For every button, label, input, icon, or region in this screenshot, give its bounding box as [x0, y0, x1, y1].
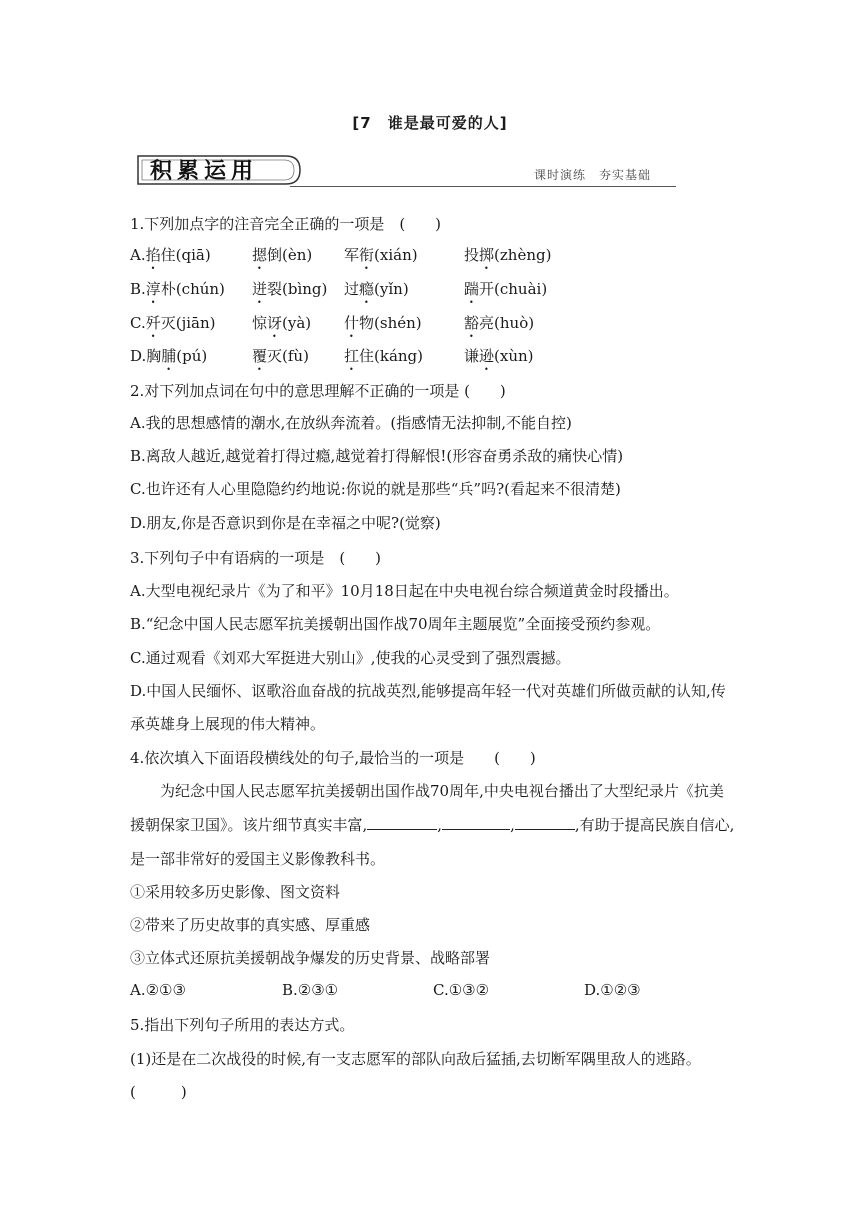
q2-option-b: B.离敌人越近,越觉着打得过瘾,越觉着打得解恨!(形容奋勇杀敌的痛快心情) [130, 447, 624, 465]
q4-paragraph-line2 [130, 814, 734, 835]
q1-row-c-2: 惊讶(yà) [252, 314, 312, 332]
q4-item-1: ①采用较多历史影像、图文资料 [130, 883, 341, 901]
q4-item-2: ②带来了历史故事的真实感、厚重感 [130, 916, 371, 934]
q4-paragraph-line3: 是一部非常好的爱国主义影像教科书。 [130, 850, 386, 868]
q1-row-b-4: 踹开(chuài) [464, 280, 548, 298]
q1-row-a-1: A.掐住(qiā) [130, 246, 211, 264]
q1-row-d-1: D.胸脯(pú) [130, 347, 208, 365]
q3-option-a: A.大型电视纪录片《为了和平》10月18日起在中央电视台综合频道黄金时段播出。 [130, 582, 679, 600]
q4-paragraph-line1: 为纪念中国人民志愿军抗美援朝出国作战70周年,中央电视台播出了大型纪录片《抗美 [160, 782, 724, 800]
lesson-title: [7 谁是最可爱的人] [352, 114, 508, 132]
q4-para-text-a: 援朝保家卫国》。该片细节真实丰富, [130, 816, 368, 834]
q1-row-c-4: 豁亮(huò) [464, 314, 535, 332]
q4-stem: 4.依次填入下面语段横线处的句子,最恰当的一项是 ( ) [130, 749, 536, 767]
q3-stem: 3.下列句子中有语病的一项是 ( ) [130, 549, 382, 567]
q1-row-d-2: 覆灭(fù) [252, 347, 309, 365]
q2-option-c: C.也许还有人心里隐隐约约地说:你说的就是那些“兵”吗?(看起来不很清楚) [130, 480, 621, 498]
q5-sub1: (1)还是在二次战役的时候,有一支志愿军的部队向敌后猛插,去切断军隅里敌人的逃路。 [130, 1050, 701, 1068]
q4-choice-d: D.①②③ [584, 981, 641, 999]
q3-option-d: D.中国人民缅怀、讴歌浴血奋战的抗战英烈,能够提高年轻一代对英雄们所做贡献的认知,传 [130, 682, 726, 700]
section-banner [136, 150, 302, 190]
q3-option-b: B.“纪念中国人民志愿军抗美援朝出国作战70周年主题展览”全面接受预约参观。 [130, 615, 661, 633]
q1-stem: 1.下列加点字的注音完全正确的一项是 ( ) [130, 215, 442, 233]
q3-option-d-cont: 承英雄身上展现的伟大精神。 [130, 715, 326, 733]
q1-row-a-4: 投掷(zhèng) [464, 246, 552, 264]
banner-label: 积累运用 [150, 159, 259, 184]
q4-para-sep-2: , [510, 816, 515, 834]
q4-para-sep-1: , [437, 816, 443, 834]
q4-item-3: ③立体式还原抗美援朝战争爆发的历史背景、战略部署 [130, 949, 491, 967]
q1-row-d-4: 谦逊(xùn) [464, 347, 534, 365]
q5-stem: 5.指出下列句子所用的表达方式。 [130, 1016, 355, 1034]
blank-1[interactable] [367, 815, 437, 830]
q2-option-a: A.我的思想感情的潮水,在放纵奔流着。(指感情无法抑制,不能自控) [130, 414, 572, 432]
q1-row-b-3: 过瘾(yǐn) [344, 280, 409, 298]
q1-row-a-2: 摁倒(èn) [252, 246, 313, 264]
q1-row-b-2: 迸裂(bìng) [252, 280, 328, 298]
banner-subtitle: 课时演练 夯实基础 [534, 168, 652, 182]
q4-choice-b: B.②③① [282, 981, 339, 999]
q4-choice-a: A.②①③ [130, 981, 186, 999]
q2-option-d: D.朋友,你是否意识到你是在幸福之中呢?(觉察) [130, 514, 441, 532]
q1-row-c-3: 什物(shén) [344, 314, 422, 332]
q1-row-c-1: C.歼灭(jiān) [130, 314, 216, 332]
q1-row-d-3: 扛住(káng) [344, 347, 424, 365]
q2-stem: 2.对下列加点词在句中的意思理解不正确的一项是 ( ) [130, 382, 506, 400]
q4-para-text-d: ,有助于提高民族自信心, [574, 816, 735, 834]
banner-divider [290, 186, 676, 187]
q1-row-a-3: 军衔(xián) [344, 246, 418, 264]
q5-sub1-answer: ( ) [130, 1083, 187, 1101]
q1-row-b-1: B.淳朴(chún) [130, 280, 225, 298]
q3-option-c: C.通过观看《刘邓大军挺进大别山》,使我的心灵受到了强烈震撼。 [130, 649, 571, 667]
blank-2[interactable] [442, 815, 510, 830]
q4-choice-c: C.①③② [433, 981, 490, 999]
blank-3[interactable] [515, 815, 575, 830]
